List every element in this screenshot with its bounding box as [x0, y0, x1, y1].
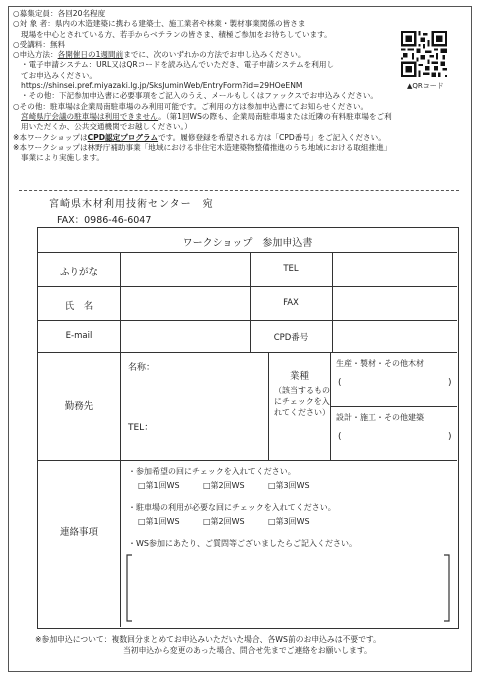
furigana-field[interactable]	[121, 253, 249, 286]
row-divider	[38, 460, 457, 461]
name-field[interactable]	[121, 287, 249, 320]
application-method-text: までに、次のいずれかの方法でお申し込みください。	[123, 50, 306, 60]
form-title: ワークショップ 参加申込書	[182, 238, 313, 249]
industry-note-line: （該当するもの	[274, 386, 330, 395]
document-page	[8, 6, 472, 672]
target-line-2: 現場を中心とされている方、若手からベテランの皆さま、積極ご参加をお待ちしています。	[21, 29, 332, 39]
paren-open: (	[338, 432, 342, 442]
workplace-tel-label: TEL：	[128, 423, 154, 433]
application-form	[37, 227, 459, 629]
workplace-label: 勤務先	[64, 401, 94, 412]
cpd-text: です。履修登録を希望される方は「CPD番号」をご記入ください。	[158, 132, 386, 142]
cpd-program: CPD認定プログラム	[87, 132, 159, 142]
subsidy-line-2: 事業により実施します。	[21, 153, 104, 163]
industry-label: 業種	[289, 371, 309, 382]
parking-question: ・駐車場の利用が必要な回にチェックを入れてください。	[128, 503, 336, 512]
questions-prompt: ・WS参加にあたり、ご質問等ございましたらご記入ください。	[128, 539, 357, 548]
capacity-line: ○募集定員：各回20名程度	[13, 9, 106, 18]
participation-ws1-checkbox[interactable]: □第1回WS	[138, 481, 180, 490]
tel-label: TEL	[283, 264, 299, 274]
qr-code-icon[interactable]	[401, 31, 447, 77]
parking-warning: 宮崎県庁会議の駐車場は利用できません	[21, 111, 159, 121]
parking-line-3: 用いただくか、公共交通機関でお越しください。）	[21, 122, 192, 132]
name-label: 氏 名	[64, 301, 94, 312]
qr-code-label: ▲QRコード	[407, 82, 444, 90]
fee-line: ○受講料：無料	[13, 39, 66, 49]
parking-note: 。（第1回WSの際も、企業局南駐車場または近隣の有料駐車場をご利	[158, 111, 392, 121]
paren-close: )	[448, 432, 452, 442]
fax-number: FAX：0986-46-6047	[57, 215, 152, 226]
email-field[interactable]	[121, 321, 249, 352]
footnote	[35, 635, 381, 656]
participation-ws3-checkbox[interactable]: □第3回WS	[268, 481, 310, 490]
online-system-line: ・電子申請システム：URL又はQRコードを読み込んでいただき、電子申請システムを利用し	[21, 60, 335, 70]
recipient: 宮崎県木材利用技術センター 宛	[49, 199, 214, 210]
parking-ws1-checkbox[interactable]: □第1回WS	[138, 517, 180, 526]
participation-ws2-checkbox[interactable]: □第2回WS	[203, 481, 245, 490]
cut-line-divider	[19, 190, 459, 191]
application-method-label: ○申込方法：	[13, 50, 58, 60]
industry-note-line: にチェックを入	[274, 397, 330, 406]
parking-line-2	[13, 112, 405, 122]
furigana-label: ふりがな	[59, 267, 98, 278]
cpd-number-label: CPD番号	[273, 333, 309, 343]
participation-question: ・参加希望の回にチェックを入れてください。	[128, 467, 296, 476]
application-method-line	[13, 50, 405, 60]
category-production-field[interactable]	[343, 376, 447, 390]
event-information	[13, 9, 405, 163]
category-design-label: 設計・施工・その他建築	[336, 413, 424, 422]
category-production-label: 生産・製材・その他木材	[336, 359, 424, 368]
cpd-line	[13, 133, 405, 143]
cpd-prefix: ※本ワークショップは	[13, 132, 88, 142]
subsidy-line: ※本ワークショップは林野庁補助事業「地域における非住宅木造建築物整備推進のうち地域における取組推進」	[13, 142, 392, 152]
footnote-line: 当初申込から変更のあった場合、問合せ先までご連絡をお願いします。	[123, 645, 372, 655]
online-system-line-2: てお申込みください。	[21, 70, 97, 80]
tel-field[interactable]	[333, 253, 457, 286]
contact-label: 連絡事項	[59, 527, 98, 538]
paren-open: (	[338, 378, 342, 388]
parking-ws3-checkbox[interactable]: □第3回WS	[268, 517, 310, 526]
category-design-field[interactable]	[343, 430, 447, 444]
workplace-field[interactable]	[121, 353, 268, 460]
target-line: ○対 象 者：県内の木造建築に携わる建築士、施工業者や林業・製材事業関係の皆さま	[13, 19, 306, 29]
fax-field[interactable]	[333, 287, 457, 320]
workplace-name-label: 名称：	[128, 363, 156, 373]
parking-ws2-checkbox[interactable]: □第2回WS	[203, 517, 245, 526]
questions-textarea[interactable]	[126, 554, 450, 622]
application-url[interactable]: https://shinsei.pref.miyazaki.lg.jp/SksJuminWeb/EntryForm?id=29HOeENM	[21, 81, 303, 91]
deadline-text: 各開催日の1週間前	[57, 50, 124, 60]
category-divider	[330, 406, 457, 407]
column-divider	[330, 352, 331, 460]
cpd-number-field[interactable]	[333, 321, 457, 352]
other-method-line: ・その他：下記参加申込書に必要事項をご記入のうえ、メールもしくはファックスでお申込みください。	[21, 91, 378, 101]
parking-line: ○その他：駐車場は企業局南駐車場のみ利用可能です。ご利用の方は参加申込書にてお知らせください。	[13, 101, 369, 111]
fax-label: FAX	[283, 298, 299, 308]
industry-note-line: れてください）	[274, 408, 330, 417]
paren-close: )	[448, 378, 452, 388]
industry-note	[274, 385, 330, 418]
email-label: E-mail	[65, 331, 93, 341]
footnote-line: ※参加申込について：複数回分まとめてお申込みいただいた場合、各WS前のお申込みは不要です。	[35, 635, 381, 644]
